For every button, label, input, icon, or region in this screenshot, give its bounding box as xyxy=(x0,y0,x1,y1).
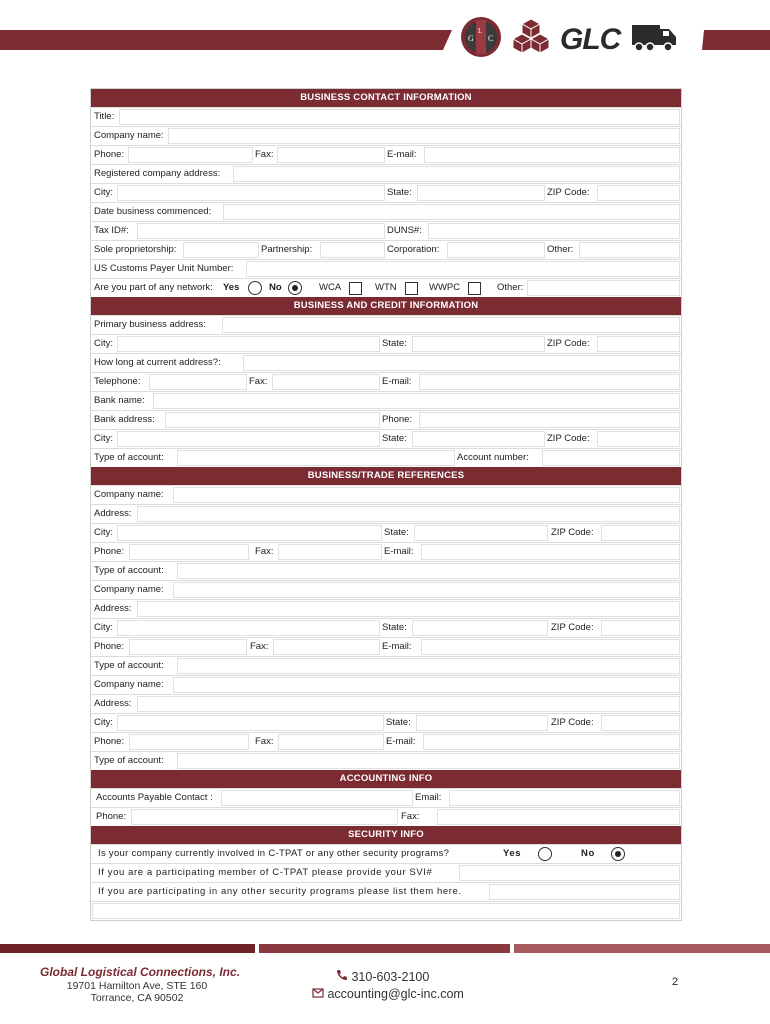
row-other-programs-extra xyxy=(91,901,681,920)
label-ref3-state: State: xyxy=(386,714,413,732)
label-ref1-state: State: xyxy=(384,524,411,542)
label-account-number: Account number: xyxy=(457,449,531,467)
input-zip[interactable] xyxy=(597,185,680,201)
row-ctpat-question xyxy=(91,844,681,863)
row-tax-duns xyxy=(91,221,681,240)
input-ref3-fax[interactable] xyxy=(278,734,384,750)
input-credit-city[interactable] xyxy=(117,336,380,352)
checkbox-wwpc[interactable] xyxy=(468,282,481,295)
label-ref3-company: Company name: xyxy=(94,676,166,694)
label-ref3-account-type: Type of account: xyxy=(94,752,166,770)
row-business-type xyxy=(91,240,681,259)
label-ref2-city: City: xyxy=(94,619,115,637)
input-bank-address[interactable] xyxy=(165,412,380,428)
footer-phone-row xyxy=(336,969,464,984)
label-phone: Phone: xyxy=(94,146,126,164)
glc-seal-icon xyxy=(460,16,502,63)
input-other-programs[interactable] xyxy=(489,884,680,900)
row-ref1-phone-fax-email xyxy=(91,542,681,561)
input-ref3-address[interactable] xyxy=(137,696,680,712)
label-ref3-phone: Phone: xyxy=(94,733,126,751)
label-credit-email: E-mail: xyxy=(382,373,414,391)
label-registered-address: Registered company address: xyxy=(94,165,222,183)
header-bar-left xyxy=(0,30,452,50)
row-ref3-address xyxy=(91,694,681,713)
radio-ctpat-no[interactable] xyxy=(611,847,625,861)
footer-email[interactable]: accounting@glc-inc.com xyxy=(327,987,464,1001)
label-telephone: Telephone: xyxy=(94,373,142,391)
label-ref2-email: E-mail: xyxy=(382,638,414,656)
footer-contact xyxy=(312,969,464,1001)
footer-phone[interactable]: 310-603-2100 xyxy=(351,970,430,984)
footer-bar-1 xyxy=(0,944,255,953)
input-bank-city[interactable] xyxy=(117,431,380,447)
label-network-other: Other: xyxy=(497,279,525,297)
input-bank-state[interactable] xyxy=(412,431,545,447)
footer-email-row xyxy=(312,987,464,1001)
section-business-contact: BUSINESS CONTACT INFORMATION xyxy=(91,89,681,107)
section-accounting: ACCOUNTING INFO xyxy=(91,770,681,788)
row-company-name xyxy=(91,126,681,145)
row-registered-address xyxy=(91,164,681,183)
row-bank-city-state-zip xyxy=(91,429,681,448)
label-ref3-fax: Fax: xyxy=(255,733,275,751)
input-ref2-account-type[interactable] xyxy=(177,658,680,674)
input-credit-state[interactable] xyxy=(412,336,545,352)
label-ap-email: Email: xyxy=(415,789,443,807)
radio-network-yes[interactable] xyxy=(248,281,262,295)
application-form xyxy=(90,88,682,921)
input-title[interactable] xyxy=(119,109,680,125)
row-network xyxy=(91,278,681,297)
row-ref1-company xyxy=(91,485,681,504)
input-ref2-company[interactable] xyxy=(173,582,680,598)
label-duns: DUNS#: xyxy=(387,222,424,240)
label-wwpc: WWPC xyxy=(429,279,462,297)
row-ref1-address xyxy=(91,504,681,523)
svg-text:G: G xyxy=(468,34,474,43)
input-ref1-fax[interactable] xyxy=(278,544,382,560)
row-telephone-fax-email xyxy=(91,372,681,391)
input-ref1-company[interactable] xyxy=(173,487,680,503)
footer-company-name: Global Logistical Connections, Inc. xyxy=(40,965,241,979)
svg-text:L: L xyxy=(478,27,483,35)
label-ref2-address: Address: xyxy=(94,600,134,618)
label-ref3-email: E-mail: xyxy=(386,733,418,751)
input-ref2-email[interactable] xyxy=(421,639,680,655)
input-fax[interactable] xyxy=(277,147,385,163)
input-ref2-fax[interactable] xyxy=(273,639,380,655)
label-network-no: No xyxy=(269,279,284,297)
label-ref2-phone: Phone: xyxy=(94,638,126,656)
input-registered-address[interactable] xyxy=(233,166,680,182)
label-city: City: xyxy=(94,184,115,202)
input-customs[interactable] xyxy=(246,261,680,277)
row-ap-contact xyxy=(91,788,681,807)
label-credit-state: State: xyxy=(382,335,409,353)
row-ref2-address xyxy=(91,599,681,618)
label-email: E-mail: xyxy=(387,146,419,164)
row-ref3-city-state-zip xyxy=(91,713,681,732)
input-credit-zip[interactable] xyxy=(597,336,680,352)
row-ref2-city-state-zip xyxy=(91,618,681,637)
input-ref3-company[interactable] xyxy=(173,677,680,693)
row-other-programs xyxy=(91,882,681,901)
label-bank-name: Bank name: xyxy=(94,392,147,410)
input-ref1-state[interactable] xyxy=(414,525,548,541)
input-ref3-zip[interactable] xyxy=(601,715,680,731)
row-ref3-phone-fax-email xyxy=(91,732,681,751)
radio-network-no[interactable] xyxy=(288,281,302,295)
label-ap-phone: Phone: xyxy=(96,808,128,826)
input-other-programs-line2[interactable] xyxy=(92,903,680,919)
input-account-type[interactable] xyxy=(177,450,455,466)
label-ref1-address: Address: xyxy=(94,505,134,523)
input-bank-phone[interactable] xyxy=(419,412,680,428)
label-ctpat-no: No xyxy=(581,845,597,863)
row-ref2-phone-fax-email xyxy=(91,637,681,656)
label-account-type: Type of account: xyxy=(94,449,166,467)
label-ctpat-member: If you are a participating member of C-TPAT please provide your SVI# xyxy=(98,864,434,882)
label-zip: ZIP Code: xyxy=(547,184,592,202)
input-phone[interactable] xyxy=(128,147,253,163)
svg-text:C: C xyxy=(488,34,494,43)
input-bank-zip[interactable] xyxy=(597,431,680,447)
page-number: 2 xyxy=(672,976,679,988)
row-phone-fax-email xyxy=(91,145,681,164)
label-other: Other: xyxy=(547,241,575,259)
label-bank-phone: Phone: xyxy=(382,411,414,429)
label-ap-fax: Fax: xyxy=(401,808,421,826)
section-trade-refs: BUSINESS/TRADE REFERENCES xyxy=(91,467,681,485)
label-ref1-zip: ZIP Code: xyxy=(551,524,596,542)
input-ap-fax[interactable] xyxy=(437,809,680,825)
row-city-state-zip xyxy=(91,183,681,202)
input-sole-prop[interactable] xyxy=(183,242,259,258)
input-ref1-address[interactable] xyxy=(137,506,680,522)
label-fax: Fax: xyxy=(255,146,275,164)
section-business-credit: BUSINESS AND CREDIT INFORMATION xyxy=(91,297,681,315)
input-how-long[interactable] xyxy=(243,355,680,371)
input-network-other[interactable] xyxy=(527,280,680,296)
truck-icon xyxy=(630,19,678,60)
footer-bar-3 xyxy=(514,944,770,953)
row-title xyxy=(91,107,681,126)
input-ref2-state[interactable] xyxy=(412,620,548,636)
glc-wordmark: GLC xyxy=(560,22,621,56)
input-bank-name[interactable] xyxy=(153,393,680,409)
label-primary-address: Primary business address: xyxy=(94,316,208,334)
footer-address-line1: 19701 Hamilton Ave, STE 160 xyxy=(66,980,208,992)
label-company-name: Company name: xyxy=(94,127,166,145)
input-tax-id[interactable] xyxy=(137,223,385,239)
input-ref3-email[interactable] xyxy=(423,734,680,750)
label-bank-city: City: xyxy=(94,430,115,448)
row-ref3-company xyxy=(91,675,681,694)
row-ap-phone-fax xyxy=(91,807,681,826)
row-bank-name xyxy=(91,391,681,410)
input-email[interactable] xyxy=(424,147,680,163)
input-ref2-address[interactable] xyxy=(137,601,680,617)
label-ref3-zip: ZIP Code: xyxy=(551,714,596,732)
row-date-commenced xyxy=(91,202,681,221)
row-ctpat-member xyxy=(91,863,681,882)
cube-stack-icon xyxy=(512,17,550,62)
input-ref3-city[interactable] xyxy=(117,715,384,731)
input-ref2-city[interactable] xyxy=(117,620,380,636)
label-wtn: WTN xyxy=(375,279,399,297)
label-ref1-fax: Fax: xyxy=(255,543,275,561)
input-duns[interactable] xyxy=(428,223,680,239)
row-how-long xyxy=(91,353,681,372)
label-bank-zip: ZIP Code: xyxy=(547,430,592,448)
input-ref1-city[interactable] xyxy=(117,525,382,541)
row-customs xyxy=(91,259,681,278)
input-ref2-zip[interactable] xyxy=(601,620,680,636)
radio-ctpat-yes[interactable] xyxy=(538,847,552,861)
label-ref1-city: City: xyxy=(94,524,115,542)
input-state[interactable] xyxy=(417,185,545,201)
header-logos xyxy=(460,16,678,63)
row-bank-address xyxy=(91,410,681,429)
label-ref1-email: E-mail: xyxy=(384,543,416,561)
label-how-long: How long at current address?: xyxy=(94,354,223,372)
label-credit-zip: ZIP Code: xyxy=(547,335,592,353)
input-partnership[interactable] xyxy=(320,242,385,258)
footer-bar-2 xyxy=(259,944,510,953)
input-company-name[interactable] xyxy=(168,128,680,144)
input-corporation[interactable] xyxy=(447,242,545,258)
label-ref1-phone: Phone: xyxy=(94,543,126,561)
label-network-yes: Yes xyxy=(223,279,241,297)
footer-address xyxy=(42,980,232,1004)
email-icon xyxy=(312,987,327,1001)
label-ref2-fax: Fax: xyxy=(250,638,270,656)
input-other[interactable] xyxy=(579,242,680,258)
row-credit-city-state-zip xyxy=(91,334,681,353)
row-ref2-company xyxy=(91,580,681,599)
input-credit-email[interactable] xyxy=(419,374,680,390)
row-ref1-city-state-zip xyxy=(91,523,681,542)
label-date-commenced: Date business commenced: xyxy=(94,203,213,221)
label-ref2-account-type: Type of account: xyxy=(94,657,166,675)
label-sole-prop: Sole proprietorship: xyxy=(94,241,178,259)
header-bar-right xyxy=(702,30,770,50)
section-security: SECURITY INFO xyxy=(91,826,681,844)
input-ref3-phone[interactable] xyxy=(129,734,249,750)
input-ap-contact[interactable] xyxy=(221,790,413,806)
footer-address-line2: Torrance, CA 90502 xyxy=(90,992,184,1004)
input-date-commenced[interactable] xyxy=(223,204,680,220)
label-other-programs: If you are participating in any other security programs please list them here. xyxy=(98,883,464,901)
label-network-question: Are you part of any network: xyxy=(94,279,215,297)
label-ref2-state: State: xyxy=(382,619,409,637)
label-ref2-zip: ZIP Code: xyxy=(551,619,596,637)
input-ref3-state[interactable] xyxy=(416,715,548,731)
label-ap-contact: Accounts Payable Contact : xyxy=(96,789,215,807)
input-ap-email[interactable] xyxy=(449,790,680,806)
input-ctpat-svi[interactable] xyxy=(459,865,680,881)
label-corporation: Corporation: xyxy=(387,241,441,259)
input-primary-address[interactable] xyxy=(222,317,680,333)
phone-icon xyxy=(336,970,351,984)
checkbox-wca[interactable] xyxy=(349,282,362,295)
row-ref3-account-type xyxy=(91,751,681,770)
row-ref1-account-type xyxy=(91,561,681,580)
row-account-type xyxy=(91,448,681,467)
label-ctpat-question: Is your company currently involved in C-TPAT or any other security programs? xyxy=(98,845,451,863)
label-ref3-city: City: xyxy=(94,714,115,732)
row-primary-address xyxy=(91,315,681,334)
label-ref1-account-type: Type of account: xyxy=(94,562,166,580)
input-ref1-email[interactable] xyxy=(421,544,680,560)
label-bank-address: Bank address: xyxy=(94,411,157,429)
input-ap-phone[interactable] xyxy=(131,809,398,825)
label-customs: US Customs Payer Unit Number: xyxy=(94,260,235,278)
label-bank-state: State: xyxy=(382,430,409,448)
label-state: State: xyxy=(387,184,414,202)
input-ref3-account-type[interactable] xyxy=(177,753,680,769)
label-tax-id: Tax ID#: xyxy=(94,222,131,240)
input-credit-fax[interactable] xyxy=(272,374,380,390)
label-title: Title: xyxy=(94,108,116,126)
label-credit-fax: Fax: xyxy=(249,373,269,391)
label-ref1-company: Company name: xyxy=(94,486,166,504)
input-ref1-account-type[interactable] xyxy=(177,563,680,579)
input-city[interactable] xyxy=(117,185,385,201)
label-credit-city: City: xyxy=(94,335,115,353)
label-ref2-company: Company name: xyxy=(94,581,166,599)
input-ref2-phone[interactable] xyxy=(129,639,247,655)
input-account-number[interactable] xyxy=(542,450,680,466)
label-partnership: Partnership: xyxy=(261,241,314,259)
label-ctpat-yes: Yes xyxy=(503,845,523,863)
input-telephone[interactable] xyxy=(149,374,247,390)
label-wca: WCA xyxy=(319,279,343,297)
row-ref2-account-type xyxy=(91,656,681,675)
checkbox-wtn[interactable] xyxy=(405,282,418,295)
input-ref1-phone[interactable] xyxy=(129,544,249,560)
input-ref1-zip[interactable] xyxy=(601,525,680,541)
label-ref3-address: Address: xyxy=(94,695,134,713)
